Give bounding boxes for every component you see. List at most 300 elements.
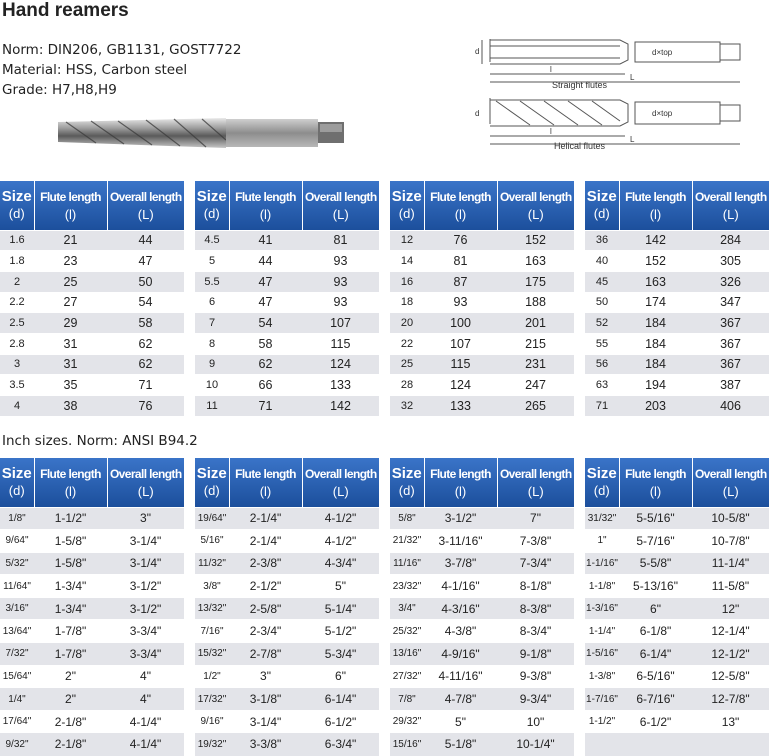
flute-length-cell: 6" bbox=[619, 597, 692, 620]
table-row bbox=[390, 665, 574, 688]
flute-length-cell: 5-5/16" bbox=[619, 507, 692, 530]
overall-length-cell: 347 bbox=[692, 292, 769, 313]
flute-header-label: Flute length bbox=[430, 466, 491, 481]
flute-header-sub: (l) bbox=[64, 483, 77, 499]
overall-length-cell: 6-1/2" bbox=[302, 710, 379, 733]
flute-header-sub: (l) bbox=[64, 206, 77, 222]
table-row bbox=[585, 620, 769, 643]
overall-header-sub: (L) bbox=[137, 206, 154, 222]
table-row bbox=[585, 552, 769, 575]
overall-length-cell: 10-7/8" bbox=[692, 530, 769, 553]
size-cell: 7 bbox=[195, 313, 229, 334]
size-cell: 56 bbox=[585, 354, 619, 375]
table-row bbox=[585, 507, 769, 530]
size-cell: 15/64" bbox=[0, 665, 34, 688]
size-cell: 1-7/16" bbox=[585, 688, 619, 711]
overall-column-header bbox=[107, 181, 184, 230]
table-row bbox=[390, 597, 574, 620]
overall-header-label: Overall length bbox=[304, 189, 377, 204]
overall-length-cell: 3-1/4" bbox=[107, 552, 184, 575]
size-cell: 27/32" bbox=[390, 665, 424, 688]
table-row bbox=[195, 710, 379, 733]
size-header-sub: (d) bbox=[203, 483, 220, 499]
flute-length-cell: 27 bbox=[34, 292, 107, 313]
table-row bbox=[195, 597, 379, 620]
overall-length-cell: 76 bbox=[107, 396, 184, 417]
size-cell: 13/16" bbox=[390, 643, 424, 666]
overall-column-header bbox=[497, 181, 574, 230]
flute-length-cell: 2-3/4" bbox=[229, 620, 302, 643]
overall-length-cell: 4-1/4" bbox=[107, 710, 184, 733]
table-row bbox=[390, 230, 574, 251]
size-cell: 11/64" bbox=[0, 575, 34, 598]
table-row bbox=[195, 575, 379, 598]
overall-header-sub: (L) bbox=[332, 483, 349, 499]
overall-length-cell: 4" bbox=[107, 665, 184, 688]
size-cell: 1/4" bbox=[0, 688, 34, 711]
helical-flutes-drawing bbox=[470, 96, 770, 152]
overall-length-cell: 201 bbox=[497, 313, 574, 334]
size-cell: 7/32" bbox=[0, 643, 34, 666]
overall-length-cell: 107 bbox=[302, 313, 379, 334]
overall-length-cell: 62 bbox=[107, 354, 184, 375]
size-cell: 36 bbox=[585, 230, 619, 251]
table-row bbox=[585, 688, 769, 711]
flute-length-cell: 2-7/8" bbox=[229, 643, 302, 666]
straight-flutes-caption: Straight flutes bbox=[552, 80, 608, 90]
table-row bbox=[195, 333, 379, 354]
overall-length-cell: 54 bbox=[107, 292, 184, 313]
metric-table-2 bbox=[195, 181, 379, 416]
flute-length-cell: 2-1/4" bbox=[229, 530, 302, 553]
table-row bbox=[390, 251, 574, 272]
size-cell: 5/32" bbox=[0, 552, 34, 575]
size-cell: 45 bbox=[585, 271, 619, 292]
overall-length-cell: 367 bbox=[692, 354, 769, 375]
flute-length-cell: 6-1/8" bbox=[619, 620, 692, 643]
flute-length-cell: 2" bbox=[34, 688, 107, 711]
size-cell: 71 bbox=[585, 396, 619, 417]
size-cell: 10 bbox=[195, 375, 229, 396]
overall-length-cell: 3-1/2" bbox=[107, 575, 184, 598]
flute-length-cell: 71 bbox=[229, 396, 302, 417]
size-cell: 17/64" bbox=[0, 710, 34, 733]
flute-column-header bbox=[34, 458, 107, 507]
flute-length-cell: 184 bbox=[619, 313, 692, 334]
size-column-header bbox=[585, 458, 619, 507]
table-row bbox=[0, 507, 184, 530]
flute-length-cell: 2-1/8" bbox=[34, 733, 107, 756]
flute-column-header bbox=[424, 181, 497, 230]
flute-length-cell: 184 bbox=[619, 354, 692, 375]
overall-length-cell: 367 bbox=[692, 333, 769, 354]
flute-length-cell: 62 bbox=[229, 354, 302, 375]
flute-length-cell: 133 bbox=[424, 396, 497, 417]
table-row bbox=[0, 230, 184, 251]
table-row bbox=[0, 271, 184, 292]
size-cell: 9/64" bbox=[0, 530, 34, 553]
overall-length-cell: 305 bbox=[692, 251, 769, 272]
flute-length-cell: 4-11/16" bbox=[424, 665, 497, 688]
size-cell: 21/32" bbox=[390, 530, 424, 553]
size-column-header bbox=[195, 458, 229, 507]
size-header-label: Size bbox=[391, 188, 422, 206]
size-cell: 7/8" bbox=[390, 688, 424, 711]
table-row bbox=[585, 375, 769, 396]
size-cell: 5.5 bbox=[195, 271, 229, 292]
size-cell: 23/32" bbox=[390, 575, 424, 598]
overall-length-cell: 3-3/4" bbox=[107, 643, 184, 666]
size-cell: 29/32" bbox=[390, 710, 424, 733]
overall-length-cell: 124 bbox=[302, 354, 379, 375]
table-row bbox=[390, 575, 574, 598]
overall-length-cell: 284 bbox=[692, 230, 769, 251]
flute-column-header bbox=[229, 458, 302, 507]
flute-length-cell: 1-3/4" bbox=[34, 575, 107, 598]
table-row bbox=[195, 507, 379, 530]
table-row bbox=[0, 552, 184, 575]
table-row bbox=[390, 710, 574, 733]
overall-length-cell: 12-5/8" bbox=[692, 665, 769, 688]
table-row bbox=[195, 313, 379, 334]
overall-header-label: Overall length bbox=[304, 466, 377, 481]
size-cell: 1/2" bbox=[195, 665, 229, 688]
flute-length-cell: 2" bbox=[34, 665, 107, 688]
size-cell: 12 bbox=[390, 230, 424, 251]
flute-length-cell: 3-1/2" bbox=[424, 507, 497, 530]
size-cell: 15/32" bbox=[195, 643, 229, 666]
size-cell: 40 bbox=[585, 251, 619, 272]
flute-length-cell: 29 bbox=[34, 313, 107, 334]
table-row bbox=[585, 530, 769, 553]
table-row bbox=[390, 507, 574, 530]
overall-length-cell: 115 bbox=[302, 333, 379, 354]
flute-length-cell: 4-1/16" bbox=[424, 575, 497, 598]
size-header-sub: (d) bbox=[8, 206, 25, 222]
overall-header-sub: (L) bbox=[722, 206, 739, 222]
flute-length-cell: 5" bbox=[424, 710, 497, 733]
flute-length-cell: 47 bbox=[229, 271, 302, 292]
size-cell: 63 bbox=[585, 375, 619, 396]
table-row bbox=[585, 333, 769, 354]
size-header-sub: (d) bbox=[398, 483, 415, 499]
table-row bbox=[0, 375, 184, 396]
size-cell: 1-1/16" bbox=[585, 552, 619, 575]
size-cell: 13/64" bbox=[0, 620, 34, 643]
table-row bbox=[585, 271, 769, 292]
flute-length-cell: 107 bbox=[424, 333, 497, 354]
size-cell: 1.6 bbox=[0, 230, 34, 251]
size-header-sub: (d) bbox=[593, 483, 610, 499]
overall-header-sub: (L) bbox=[137, 483, 154, 499]
flute-length-cell: 4-3/16" bbox=[424, 597, 497, 620]
size-cell: 3/4" bbox=[390, 597, 424, 620]
flute-length-cell: 1-1/2" bbox=[34, 507, 107, 530]
size-cell: 4 bbox=[0, 396, 34, 417]
table-row bbox=[390, 354, 574, 375]
table-row bbox=[0, 251, 184, 272]
overall-length-cell: 7-3/8" bbox=[497, 530, 574, 553]
overall-header-sub: (L) bbox=[332, 206, 349, 222]
overall-length-cell: 188 bbox=[497, 292, 574, 313]
table-row bbox=[0, 710, 184, 733]
flute-length-cell: 5-13/16" bbox=[619, 575, 692, 598]
size-cell: 2 bbox=[0, 271, 34, 292]
size-cell: 15/16" bbox=[390, 733, 424, 756]
table-row bbox=[195, 251, 379, 272]
overall-length-cell: 5-1/4" bbox=[302, 597, 379, 620]
size-cell: 5/8" bbox=[390, 507, 424, 530]
overall-length-cell: 5-3/4" bbox=[302, 643, 379, 666]
overall-length-cell: 71 bbox=[107, 375, 184, 396]
table-row bbox=[0, 733, 184, 756]
table-row bbox=[0, 354, 184, 375]
overall-length-cell: 6" bbox=[302, 665, 379, 688]
flute-length-cell: 3-1/4" bbox=[229, 710, 302, 733]
size-cell: 9/32" bbox=[0, 733, 34, 756]
size-cell: 14 bbox=[390, 251, 424, 272]
overall-length-cell: 367 bbox=[692, 313, 769, 334]
flute-length-cell: 6-5/16" bbox=[619, 665, 692, 688]
overall-length-cell: 5" bbox=[302, 575, 379, 598]
size-cell: 7/16" bbox=[195, 620, 229, 643]
flute-length-cell: 31 bbox=[34, 333, 107, 354]
overall-length-cell: 10-5/8" bbox=[692, 507, 769, 530]
flute-length-cell: 44 bbox=[229, 251, 302, 272]
table-row bbox=[0, 575, 184, 598]
flute-length-cell: 194 bbox=[619, 375, 692, 396]
flute-length-cell: 66 bbox=[229, 375, 302, 396]
overall-length-cell: 8-3/4" bbox=[497, 620, 574, 643]
dim-l-label-2: l bbox=[550, 127, 552, 136]
overall-length-cell: 3-3/4" bbox=[107, 620, 184, 643]
overall-column-header bbox=[302, 458, 379, 507]
overall-header-label: Overall length bbox=[694, 466, 767, 481]
label-box-text-2: d×top bbox=[652, 109, 673, 118]
flute-header-sub: (l) bbox=[259, 206, 272, 222]
table-row bbox=[195, 620, 379, 643]
table-row bbox=[195, 230, 379, 251]
table-row bbox=[0, 313, 184, 334]
metric-table-3 bbox=[390, 181, 574, 416]
size-column-header bbox=[585, 181, 619, 230]
overall-length-cell: 9-3/4" bbox=[497, 688, 574, 711]
table-row bbox=[390, 733, 574, 756]
size-cell: 2.5 bbox=[0, 313, 34, 334]
table-row bbox=[195, 688, 379, 711]
helical-flutes-caption: Helical flutes bbox=[554, 141, 606, 151]
size-column-header bbox=[0, 458, 34, 507]
size-cell: 3.5 bbox=[0, 375, 34, 396]
overall-length-cell: 12-1/4" bbox=[692, 620, 769, 643]
metric-table-4 bbox=[585, 181, 769, 416]
overall-length-cell: 215 bbox=[497, 333, 574, 354]
overall-header-label: Overall length bbox=[694, 189, 767, 204]
size-cell: 28 bbox=[390, 375, 424, 396]
overall-column-header bbox=[692, 181, 769, 230]
flute-length-cell: 93 bbox=[424, 292, 497, 313]
overall-length-cell: 7" bbox=[497, 507, 574, 530]
size-cell: 25 bbox=[390, 354, 424, 375]
table-row bbox=[390, 530, 574, 553]
overall-length-cell: 12-7/8" bbox=[692, 688, 769, 711]
table-row bbox=[0, 292, 184, 313]
flute-length-cell: 184 bbox=[619, 333, 692, 354]
size-column-header bbox=[390, 181, 424, 230]
flute-length-cell: 6-7/16" bbox=[619, 688, 692, 711]
flute-length-cell: 4-3/8" bbox=[424, 620, 497, 643]
overall-length-cell: 93 bbox=[302, 251, 379, 272]
size-cell: 5 bbox=[195, 251, 229, 272]
table-row bbox=[390, 292, 574, 313]
overall-length-cell: 44 bbox=[107, 230, 184, 251]
overall-length-cell: 81 bbox=[302, 230, 379, 251]
overall-length-cell: 133 bbox=[302, 375, 379, 396]
table-row bbox=[585, 575, 769, 598]
table-row bbox=[195, 530, 379, 553]
flute-length-cell: 58 bbox=[229, 333, 302, 354]
flute-length-cell: 5-5/8" bbox=[619, 552, 692, 575]
flute-length-cell: 4-7/8" bbox=[424, 688, 497, 711]
flute-header-label: Flute length bbox=[625, 466, 686, 481]
flute-header-label: Flute length bbox=[235, 189, 296, 204]
flute-length-cell: 31 bbox=[34, 354, 107, 375]
size-cell: 5/16" bbox=[195, 530, 229, 553]
size-cell: 25/32" bbox=[390, 620, 424, 643]
flute-length-cell: 152 bbox=[619, 251, 692, 272]
table-row bbox=[195, 396, 379, 417]
flute-length-cell: 76 bbox=[424, 230, 497, 251]
size-cell: 11/16" bbox=[390, 552, 424, 575]
size-cell: 8 bbox=[195, 333, 229, 354]
overall-length-cell: 3-1/2" bbox=[107, 597, 184, 620]
flute-length-cell: 163 bbox=[619, 271, 692, 292]
flute-length-cell: 3-1/8" bbox=[229, 688, 302, 711]
overall-length-cell: 10" bbox=[497, 710, 574, 733]
inch-table-4 bbox=[585, 458, 769, 756]
inch-table-1 bbox=[0, 458, 184, 756]
table-row bbox=[585, 230, 769, 251]
flute-column-header bbox=[424, 458, 497, 507]
size-cell: 1" bbox=[585, 530, 619, 553]
table-row bbox=[585, 313, 769, 334]
size-cell: 52 bbox=[585, 313, 619, 334]
material-text: Material: HSS, Carbon steel bbox=[2, 62, 188, 78]
flute-header-sub: (l) bbox=[454, 206, 467, 222]
size-cell: 9 bbox=[195, 354, 229, 375]
size-cell: 18 bbox=[390, 292, 424, 313]
overall-column-header bbox=[302, 181, 379, 230]
table-row bbox=[195, 271, 379, 292]
flute-length-cell: 38 bbox=[34, 396, 107, 417]
overall-length-cell: 4-1/2" bbox=[302, 507, 379, 530]
flute-length-cell: 174 bbox=[619, 292, 692, 313]
table-row bbox=[585, 710, 769, 733]
flute-length-cell: 41 bbox=[229, 230, 302, 251]
size-column-header bbox=[390, 458, 424, 507]
flute-header-label: Flute length bbox=[430, 189, 491, 204]
flute-length-cell: 3" bbox=[229, 665, 302, 688]
overall-header-label: Overall length bbox=[109, 189, 182, 204]
page-title: Hand reamers bbox=[2, 0, 129, 21]
overall-length-cell: 6-1/4" bbox=[302, 688, 379, 711]
table-row bbox=[195, 292, 379, 313]
inch-table-3 bbox=[390, 458, 574, 756]
size-cell: 55 bbox=[585, 333, 619, 354]
overall-header-sub: (L) bbox=[527, 206, 544, 222]
size-cell: 13/32" bbox=[195, 597, 229, 620]
size-cell: 22 bbox=[390, 333, 424, 354]
flute-length-cell: 3-11/16" bbox=[424, 530, 497, 553]
overall-length-cell: 8-1/8" bbox=[497, 575, 574, 598]
flute-length-cell: 100 bbox=[424, 313, 497, 334]
table-row bbox=[390, 396, 574, 417]
flute-length-cell: 5-7/16" bbox=[619, 530, 692, 553]
size-cell: 3/8" bbox=[195, 575, 229, 598]
flute-length-cell: 47 bbox=[229, 292, 302, 313]
flute-header-label: Flute length bbox=[235, 466, 296, 481]
overall-length-cell: 247 bbox=[497, 375, 574, 396]
overall-length-cell: 47 bbox=[107, 251, 184, 272]
size-cell: 1-3/16" bbox=[585, 597, 619, 620]
reamer-photo bbox=[56, 112, 346, 154]
overall-column-header bbox=[692, 458, 769, 507]
flute-length-cell: 87 bbox=[424, 271, 497, 292]
flute-length-cell: 54 bbox=[229, 313, 302, 334]
table-row bbox=[0, 396, 184, 417]
flute-length-cell: 6-1/2" bbox=[619, 710, 692, 733]
size-cell: 2.2 bbox=[0, 292, 34, 313]
flute-length-cell: 35 bbox=[34, 375, 107, 396]
table-row bbox=[390, 333, 574, 354]
norm-text: Norm: DIN206, GB1131, GOST7722 bbox=[2, 42, 242, 58]
size-cell: 50 bbox=[585, 292, 619, 313]
straight-flutes-drawing bbox=[470, 34, 770, 94]
overall-length-cell: 4-3/4" bbox=[302, 552, 379, 575]
table-row bbox=[585, 597, 769, 620]
table-row bbox=[195, 733, 379, 756]
flute-header-label: Flute length bbox=[40, 466, 101, 481]
size-cell: 3 bbox=[0, 354, 34, 375]
flute-header-sub: (l) bbox=[649, 206, 662, 222]
flute-length-cell: 2-1/2" bbox=[229, 575, 302, 598]
table-row bbox=[195, 375, 379, 396]
flute-length-cell: 124 bbox=[424, 375, 497, 396]
overall-length-cell: 5-1/2" bbox=[302, 620, 379, 643]
size-column-header bbox=[0, 181, 34, 230]
overall-length-cell: 4-1/2" bbox=[302, 530, 379, 553]
flute-length-cell: 1-5/8" bbox=[34, 530, 107, 553]
size-cell: 31/32" bbox=[585, 507, 619, 530]
size-cell: 2.8 bbox=[0, 333, 34, 354]
overall-header-label: Overall length bbox=[499, 189, 572, 204]
size-cell: 3/16" bbox=[0, 597, 34, 620]
overall-header-label: Overall length bbox=[499, 466, 572, 481]
size-cell: 17/32" bbox=[195, 688, 229, 711]
table-row bbox=[390, 375, 574, 396]
overall-length-cell: 265 bbox=[497, 396, 574, 417]
size-cell: 1.8 bbox=[0, 251, 34, 272]
size-cell: 1-1/2" bbox=[585, 710, 619, 733]
table-row bbox=[195, 354, 379, 375]
overall-length-cell: 3-1/4" bbox=[107, 530, 184, 553]
table-row bbox=[195, 643, 379, 666]
table-row bbox=[585, 251, 769, 272]
overall-length-cell: 93 bbox=[302, 271, 379, 292]
flute-length-cell: 4-9/16" bbox=[424, 643, 497, 666]
size-cell: 11 bbox=[195, 396, 229, 417]
size-cell: 1-3/8" bbox=[585, 665, 619, 688]
